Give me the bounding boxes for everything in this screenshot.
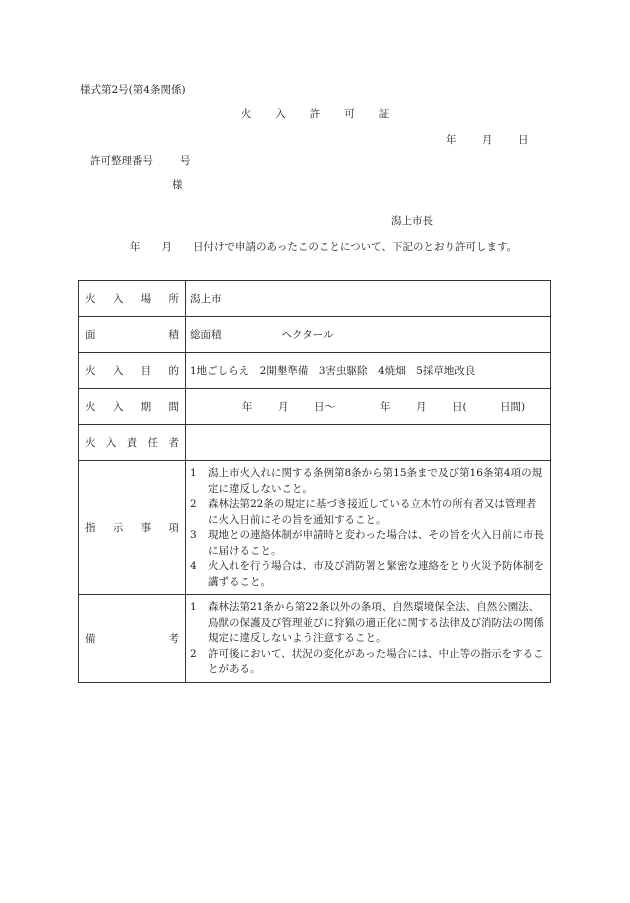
item-number: 1 [190,467,197,479]
period-part: 年 [380,401,391,413]
location-label [79,281,186,317]
label-char: 面 [85,329,96,341]
label-char: 備 [85,632,96,645]
label-char: 入 [105,437,117,449]
label-char: 目 [140,365,152,377]
table-row [79,317,551,353]
label-char: 火 [85,437,96,449]
item-number: 2 [190,647,197,660]
label-char: 示 [112,522,124,534]
table-row [79,389,551,425]
item-text: 許可後において、状況の変化があった場合には、中止等の指示をすることがある。 [208,647,544,675]
item-number: 2 [190,498,197,510]
label-char: 的 [168,365,179,377]
issue-date [446,132,529,147]
title-char: 許 [309,108,321,120]
label-char: 所 [168,293,179,305]
label-char: 期 [140,401,152,413]
item-text: 現地との連絡体制が申請時と変わった場合は、その旨を火入日前に市長に届けること。 [208,529,544,557]
area-value [186,317,551,353]
remarks-value [186,595,551,683]
form-number: 様式第2号(第4条関係) [80,84,186,96]
period-part: 日( [452,401,467,413]
list-item [190,466,546,497]
location-value: 潟上市 [186,281,551,317]
title-char: 入 [275,108,286,120]
period-part: 日間) [500,401,526,413]
item-text: 森林法第21条から第22条以外の条項、自然環境保全法、自然公園法、鳥獣の保護及び管理並びに狩猟の適正化に関する法律及び消防法の関係規定に違反しないよう注意すること。 [208,601,544,644]
permit-number [90,153,191,168]
item-text: 森林法第22条の規定に基づき接近している立木竹の所有者又は管理者に火入日前にその旨を通知すること。 [208,498,537,526]
period-part: 日〜 [314,401,335,413]
period-part: 月 [278,401,289,413]
body-text: 年 月 日付けで申請のあったこのことについて、下記のとおり許可します。 [130,241,518,253]
table-row [79,281,551,317]
label-char: 火 [85,401,96,413]
list-item [190,497,546,528]
responsible-label [79,425,186,461]
issuer: 潟上市長 [391,215,433,227]
period-value [186,389,551,425]
label-char: 入 [112,293,124,305]
label-char: 項 [168,522,179,534]
item-text: 潟上市火入れに関する条例第8条から第15条まで及び第16条第4項の規定に違反しないこと。 [208,467,543,495]
instructions-label [79,461,186,595]
remarks-label [79,595,186,683]
label-char: 火 [85,293,96,305]
list-item [190,559,546,590]
table-row [79,353,551,389]
responsible-value [186,425,551,461]
item-text: 火入れを行う場合は、市及び消防署と緊密な連絡をとり火災予防体制を講ずること。 [208,560,544,588]
title-char: 火 [240,108,252,120]
table-row [79,595,551,683]
period-part: 年 [242,401,253,413]
title-char: 可 [344,108,355,120]
label-char: 間 [168,401,179,413]
label-char: 事 [140,522,152,534]
purpose-label [79,353,186,389]
list-item [190,647,546,678]
label-char: 入 [112,365,124,377]
label-char: 入 [112,401,124,413]
label-char: 火 [85,365,96,377]
table-row [79,461,551,595]
list-item [190,600,546,647]
permit-table [78,280,551,683]
item-number: 1 [190,601,197,613]
label-char: 場 [140,293,152,305]
area-unit: ヘクタール [281,329,334,341]
label-char: 者 [168,437,179,449]
item-number: 4 [190,560,197,572]
area-label [79,317,186,353]
label-char: 考 [168,632,179,645]
instructions-value [186,461,551,595]
period-label [79,389,186,425]
date-year: 年 [446,134,457,146]
period-part: 月 [416,401,427,413]
permit-number-label: 許可整理番号 [90,155,153,167]
title-char: 証 [378,108,390,120]
date-month: 月 [482,134,493,146]
date-day: 日 [518,134,529,146]
list-item [190,528,546,559]
addressee: 様 [172,179,183,191]
table-row [79,425,551,461]
label-char: 積 [168,329,179,341]
document-title [0,106,630,121]
area-prefix: 総面積 [190,329,222,341]
item-number: 3 [190,529,197,541]
label-char: 指 [85,522,96,534]
permit-number-suffix: 号 [180,155,191,167]
label-char: 任 [147,437,159,449]
purpose-value: 1地ごしらえ 2開墾準備 3害虫駆除 4焼畑 5採草地改良 [186,353,551,389]
label-char: 責 [126,437,138,449]
